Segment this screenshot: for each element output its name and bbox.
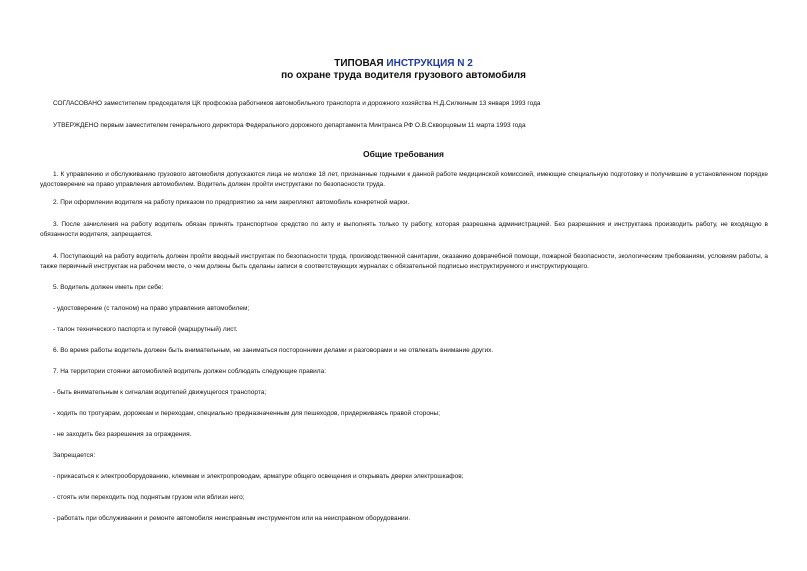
title-line-2: по охране труда водителя грузового автомобиля <box>281 70 526 81</box>
approved-statement: УТВЕРЖДЕНО первым заместителем генерального директора Федерального дорожного департамента Минтранса РФ О.В.Скворцовым 11 марта 1993 года <box>53 122 526 129</box>
paragraph-2: 2. При оформлении водителя на работу приказом по предприятию за ним закрепляют автомобиль конкретной марки. <box>53 199 410 206</box>
list-item-tools: - работать при обслуживании и ремонте автомобиля неисправным инструментом или на неисправном оборудовании. <box>53 515 411 522</box>
document-title <box>0 58 807 82</box>
prohibited-heading: Запрещается: <box>53 452 96 459</box>
paragraph-7: 7. На территории стоянки автомобилей водитель должен соблюдать следующие правила: <box>53 368 326 375</box>
list-item-walkways: - ходить по тротуарам, дорожкам и переходам, специально предназначенным для пешеходов, придерживаясь правой стороны; <box>53 410 441 417</box>
paragraph-1: 1. К управлению и обслуживанию грузового автомобиля допускаются лица не моложе 18 лет, признанные годными к данной работе медицинской комиссией, имеющие специальную подготовку и получившие в установленном порядке удостоверение на право управления автомобилем. Водитель должен пройти инструктажи по безопасности труда. <box>40 171 768 188</box>
list-item-license: - удостоверение (с талоном) на право управления автомобилем; <box>53 305 250 312</box>
paragraph-3: 3. После зачисления на работу водитель обязан принять транспортное средство по акту и выполнять только ту работу, которая разрешена администрацией. Без разрешения и инструктажа производить работу, не входящую в обязанности водителя, запрещается. <box>40 221 768 238</box>
list-item-fences: - не заходить без разрешения за ограждения. <box>53 431 192 438</box>
list-item-electrical: - прикасаться к электрооборудованию, клеммам и электропроводам, арматуре общего освещения и открывать дверки электрошкафов; <box>53 473 464 480</box>
list-item-passport: - талон технического паспорта и путевой (маршрутный) лист. <box>53 326 238 333</box>
paragraph-6: 6. Во время работы водитель должен быть внимательным, не заниматься посторонними делами и разговорами и не отвлекать внимание других. <box>53 347 494 354</box>
section-heading: Общие требования <box>363 149 444 159</box>
list-item-load: - стоять или переходить под поднятым грузом или вблизи него; <box>53 494 245 501</box>
agreed-statement: СОГЛАСОВАНО заместителем председателя ЦК профсоюза работников автомобильного транспорта и дорожного хозяйства Н.Д.Силкиным 13 января 1993 года <box>53 100 541 107</box>
title-accent-link[interactable]: ИНСТРУКЦИЯ N 2 <box>386 58 473 69</box>
title-prefix: ТИПОВАЯ <box>334 58 384 69</box>
list-item-signals: - быть внимательным к сигналам водителей движущегося транспорта; <box>53 389 267 396</box>
paragraph-5: 5. Водитель должен иметь при себе: <box>53 284 164 291</box>
paragraph-4: 4. Поступающий на работу водитель должен пройти вводный инструктаж по безопасности труда, производственной санитарии, оказанию доврачебной помощи, пожарной безопасности, экологическим требованиям, условиям работы, а также первичный инструктаж на рабочем месте, о чем должны быть сделаны записи в соответствующих журналах с обязательной подписью инструктируемого и инструктирующего. <box>40 253 768 270</box>
title-line-1 <box>0 58 807 70</box>
